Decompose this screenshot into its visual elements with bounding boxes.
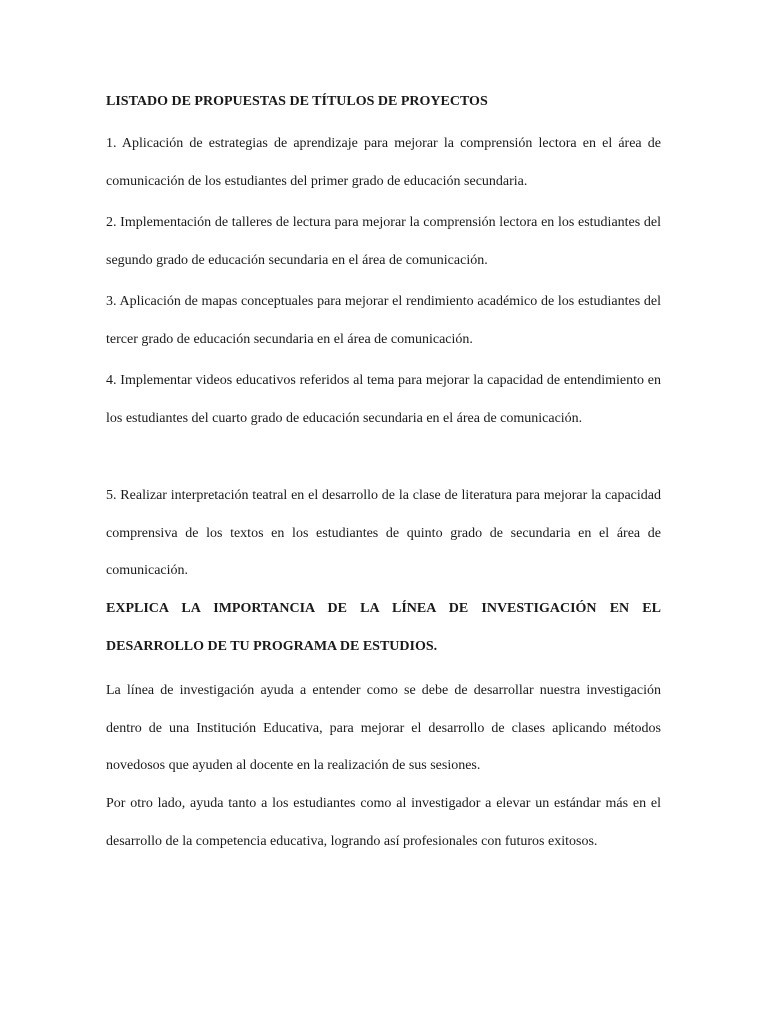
proposal-5: 5. Realizar interpretación teatral en el desarrollo de la clase de literatura para mejorar la capacidad comprensiva de los textos en los estudiantes de quinto grado de secundaria en el área de comunicación. xyxy=(106,488,661,578)
proposal-2: 2. Implementación de talleres de lectura para mejorar la comprensión lectora en los estudiantes del segundo grado de educación secundaria en el área de comunicación. xyxy=(106,215,661,268)
explanation-paragraph-1: La línea de investigación ayuda a entender como se debe de desarrollar nuestra investigación dentro de una Institución Educativa, para mejorar el desarrollo de clases aplicando métodos novedosos que ayuden al docente en la realización de sus sesiones. xyxy=(106,683,661,773)
proposal-3: 3. Aplicación de mapas conceptuales para mejorar el rendimiento académico de los estudiantes del tercer grado de educación secundaria en el área de comunicación. xyxy=(106,294,661,347)
proposal-4: 4. Implementar videos educativos referidos al tema para mejorar la capacidad de entendimiento en los estudiantes del cuarto grado de educación secundaria en el área de comunicación. xyxy=(106,373,661,426)
explanation-paragraph-2: Por otro lado, ayuda tanto a los estudiantes como al investigador a elevar un estándar más en el desarrollo de la competencia educativa, logrando así profesionales con futuros exitosos. xyxy=(106,796,661,849)
document-title: LISTADO DE PROPUESTAS DE TÍTULOS DE PROYECTOS xyxy=(106,94,488,109)
proposal-1: 1. Aplicación de estrategias de aprendizaje para mejorar la comprensión lectora en el área de comunicación de los estudiantes del primer grado de educación secundaria. xyxy=(106,136,661,189)
section-heading: EXPLICA LA IMPORTANCIA DE LA LÍNEA DE INVESTIGACIÓN EN EL DESARROLLO DE TU PROGRAMA DE ESTUDIOS. xyxy=(106,601,661,654)
